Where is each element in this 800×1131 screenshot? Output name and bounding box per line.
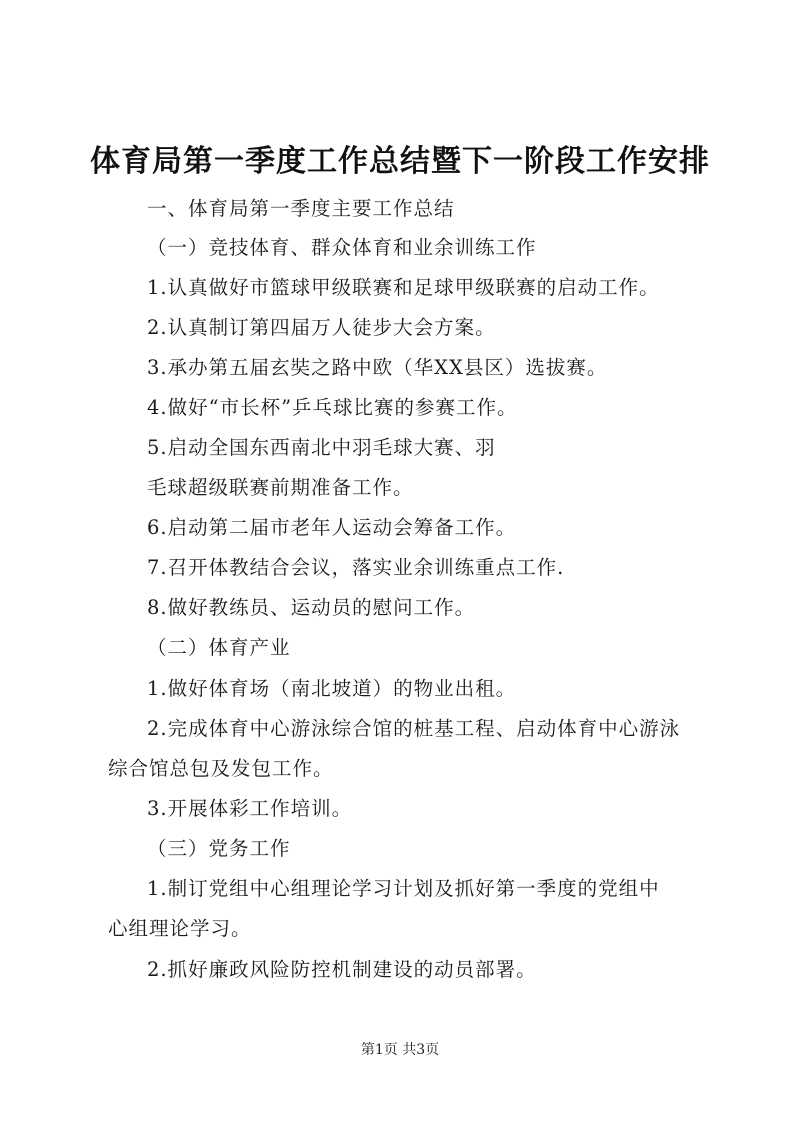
paragraph-line: 综合馆总包及发包工作。: [108, 757, 334, 780]
subsection-heading-3: （三）党务工作: [147, 837, 291, 860]
paragraph-line: 3.开展体彩工作培训。: [147, 797, 353, 820]
paragraph-line: 3.承办第五届玄奘之路中欧（华XX县区）选拔赛。: [147, 356, 608, 379]
paragraph-line: 心组理论学习。: [108, 917, 252, 940]
paragraph-line: 1.做好体育场（南北坡道）的物业出租。: [147, 677, 517, 700]
paragraph-line: 6.启动第二届市老年人运动会筹备工作。: [147, 516, 517, 539]
paragraph-line: 1.制订党组中心组理论学习计划及抓好第一季度的党组中: [147, 877, 660, 900]
paragraph-line: 7.召开体教结合会议，落实业余训练重点工作.: [147, 556, 565, 579]
paragraph-line: 1.认真做好市篮球甲级联赛和足球甲级联赛的启动工作。: [147, 276, 660, 299]
paragraph-line: 毛球超级联赛前期准备工作。: [147, 476, 414, 499]
paragraph-line: 5.启动全国东西南北中羽毛球大赛、羽: [147, 436, 496, 459]
paragraph-line: 8.做好教练员、运动员的慰问工作。: [147, 596, 476, 619]
section-heading-1: 一、体育局第一季度主要工作总结: [147, 197, 455, 220]
page-footer: 第1页 共3页: [360, 1042, 440, 1058]
paragraph-line: 2.认真制订第四届万人徒步大会方案。: [147, 316, 496, 339]
paragraph-line: 4.做好“市长杯”乒乓球比赛的参赛工作。: [147, 396, 518, 419]
subsection-heading-2: （二）体育产业: [147, 636, 291, 659]
paragraph-line: 2.完成体育中心游泳综合馆的桩基工程、启动体育中心游泳: [147, 717, 681, 740]
paragraph-line: 2.抓好廉政风险防控机制建设的动员部署。: [147, 958, 537, 981]
document-title: 体育局第一季度工作总结暨下一阶段工作安排: [90, 144, 710, 179]
subsection-heading-1: （一）竞技体育、群众体育和业余训练工作: [147, 236, 537, 259]
